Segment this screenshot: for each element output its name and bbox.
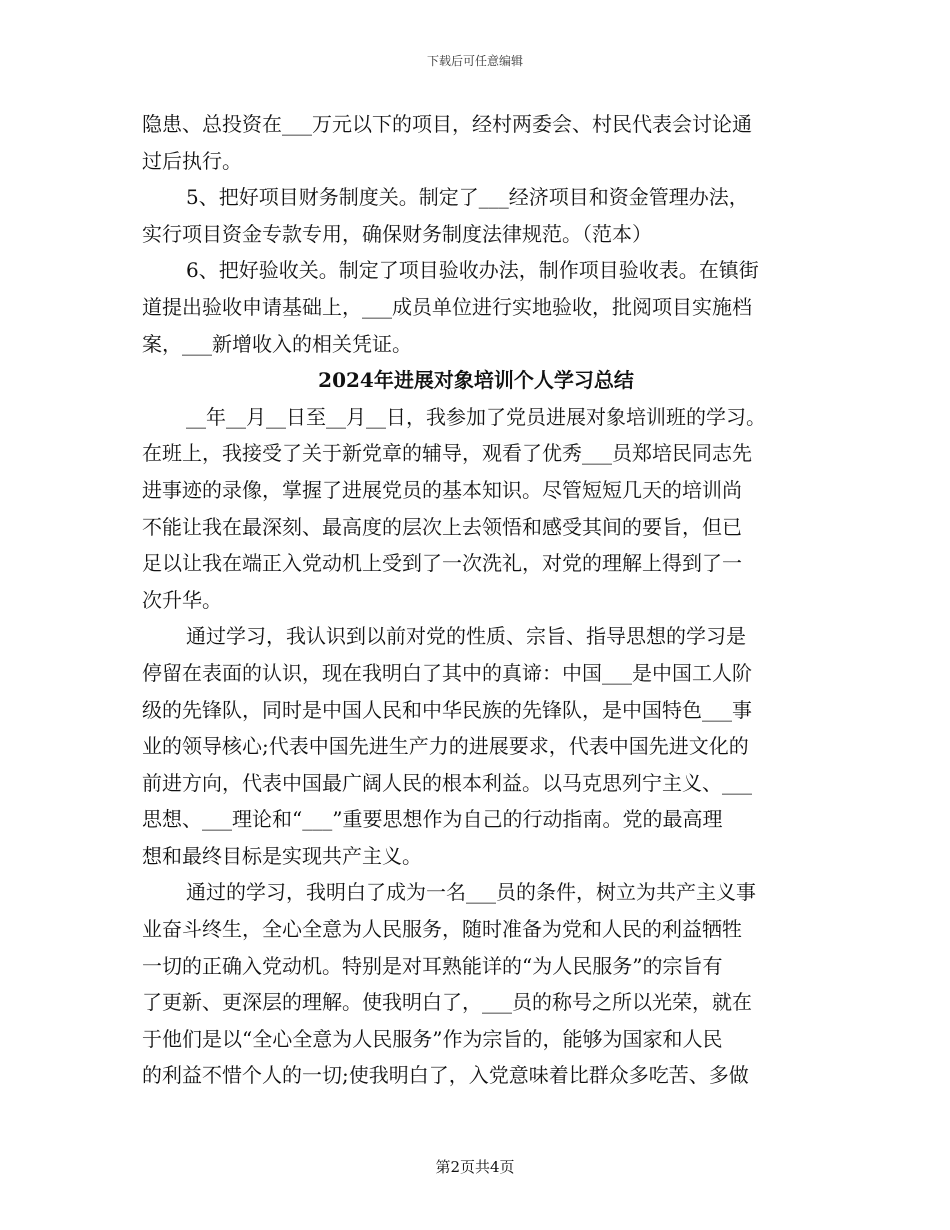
- text-line: 思想、___理论和“___”重要思想作为自己的行动指南。党的最高理: [142, 807, 723, 832]
- page-header: 下载后可任意编辑: [426, 54, 523, 68]
- text-line: 了更新、更深层的理解。使我明白了，___员的称号之所以光荣，就在: [142, 990, 752, 1015]
- section-title: 2024年进展对象培训个人学习总结: [318, 368, 634, 393]
- text-line: 级的先锋队，同时是中国人民和中华民族的先锋队，是中国特色___事: [142, 697, 752, 722]
- text-line: 隐患、总投资在___万元以下的项目，经村两委会、村民代表会讨论通: [142, 112, 752, 136]
- text-line: 实行项目资金专款专用，确保财务制度法律规范。（范本）: [142, 221, 652, 246]
- text-line: 不能让我在最深刻、最高度的层次上去领悟和感受其间的要旨，但已: [142, 514, 742, 539]
- text-line: 过后执行。: [142, 148, 242, 173]
- summary-text: [142, 399, 810, 1094]
- text-line: 次升华。: [142, 587, 222, 612]
- page-footer: 第2页共4页: [435, 1158, 515, 1176]
- text-line: 6、把好验收关。制定了项目验收办法，制作项目验收表。在镇街: [186, 258, 759, 283]
- text-line: 业的领导核心;代表中国先进生产力的进展要求，代表中国先进文化的: [142, 734, 749, 759]
- text-line: 业奋斗终生，全心全意为人民服务，随时准备为党和人民的利益牺牲: [142, 917, 742, 942]
- text-line: 一切的正确入党动机。特别是对耳熟能详的“为人民服务”的宗旨有: [142, 953, 723, 978]
- text-line: 足以让我在端正入党动机上受到了一次洗礼，对党的理解上得到了一: [142, 551, 742, 576]
- text-line: 的利益不惜个人的一切;使我明白了，入党意味着比群众多吃苦、多做: [142, 1063, 749, 1088]
- text-line: 停留在表面的认识，现在我明白了其中的真谛：中国___是中国工人阶: [142, 660, 752, 685]
- previous-section-text: [142, 106, 810, 362]
- text-line: 5、把好项目财务制度关。制定了___经济项目和资金管理办法，: [186, 185, 749, 210]
- text-line: 进事迹的录像，掌握了进展党员的基本知识。尽管短短几天的培训尚: [142, 477, 742, 502]
- document-body: [142, 106, 810, 1094]
- text-line: 通过的学习，我明白了成为一名___员的条件，树立为共产主义事: [186, 880, 756, 905]
- text-line: 道提出验收申请基础上，___成员单位进行实地验收，批阅项目实施档: [142, 294, 752, 319]
- text-line: 前进方向，代表中国最广阔人民的根本利益。以马克思列宁主义、___: [142, 770, 752, 795]
- text-line: 于他们是以“全心全意为人民服务”作为宗旨的，能够为国家和人民: [142, 1026, 723, 1051]
- text-line: 通过学习，我认识到以前对党的性质、宗旨、指导思想的学习是: [186, 624, 746, 649]
- text-line: 在班上，我接受了关于新党章的辅导，观看了优秀___员郑培民同志先: [142, 441, 752, 466]
- text-line: __年__月__日至__月__日，我参加了党员进展对象培训班的学习。: [186, 404, 766, 429]
- text-line: 案，___新增收入的相关凭证。: [142, 331, 412, 356]
- text-line: 想和最终目标是实现共产主义。: [142, 843, 422, 868]
